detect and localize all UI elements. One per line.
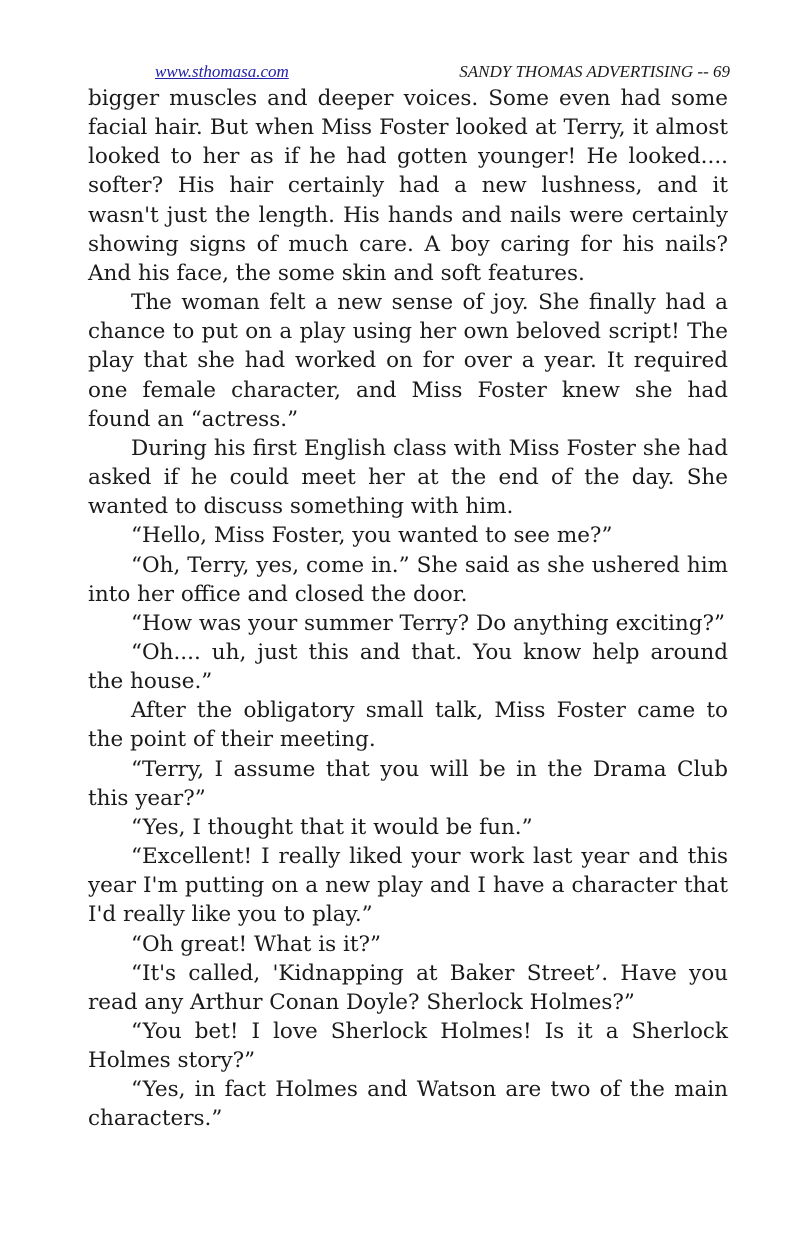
dialogue-paragraph: “It's called, 'Kidnapping at Baker Street’. Have you read any Arthur Conan Doyle? Sherlock Holmes?” [88,960,728,1015]
dialogue-paragraph: “How was your summer Terry? Do anything exciting?” [131,610,726,636]
running-title-page-number: SANDY THOMAS ADVERTISING -- 69 [459,62,730,81]
dialogue-paragraph: “Hello, Miss Foster, you wanted to see me?” [131,523,613,549]
paragraph: During his first English class with Miss Foster she had asked if he could meet her at the end of the day. She wanted to discuss something with him. [88,435,728,520]
paragraph: After the obligatory small talk, Miss Foster came to the point of their meeting. [88,698,728,753]
dialogue-paragraph: “Terry, I assume that you will be in the Drama Club this year?” [88,756,728,811]
dialogue-paragraph: “Oh great! What is it?” [131,931,382,957]
page-header [155,60,730,84]
dialogue-paragraph: “Excellent! I really liked your work last year and this year I'm putting on a new play and I have a character that I'd really like you to play.” [88,844,728,928]
dialogue-paragraph: “Yes, I thought that it would be fun.” [131,814,533,840]
paragraph-continued: bigger muscles and deeper voices. Some even had some facial hair. But when Miss Foster looked at Terry, it almost looked to her as if he had gotten younger! He looked.... softer? His hair certainly had a new lushness, and it wasn't just the length. His hands and nails were certainly showing signs of much care. A boy caring for his nails? And his face, the some skin and soft features. [88,86,728,286]
dialogue-paragraph: “Yes, in fact Holmes and Watson are two of the main characters.” [88,1077,728,1132]
dialogue-paragraph: “Oh, Terry, yes, come in.” She said as she ushered him into her office and closed the door. [88,552,728,607]
dialogue-paragraph: “Oh.... uh, just this and that. You know help around the house.” [88,639,728,695]
website-link[interactable]: www.sthomasa.com [155,62,289,81]
book-body-text [88,84,728,1134]
dialogue-paragraph: “You bet! I love Sherlock Holmes! Is it a Sherlock Holmes story?” [88,1019,728,1074]
paragraph: The woman felt a new sense of joy. She finally had a chance to put on a play using her own beloved script! The play that she had worked on for over a year. It required one female character, and Miss Foster knew she had found an “actress.” [88,290,728,432]
